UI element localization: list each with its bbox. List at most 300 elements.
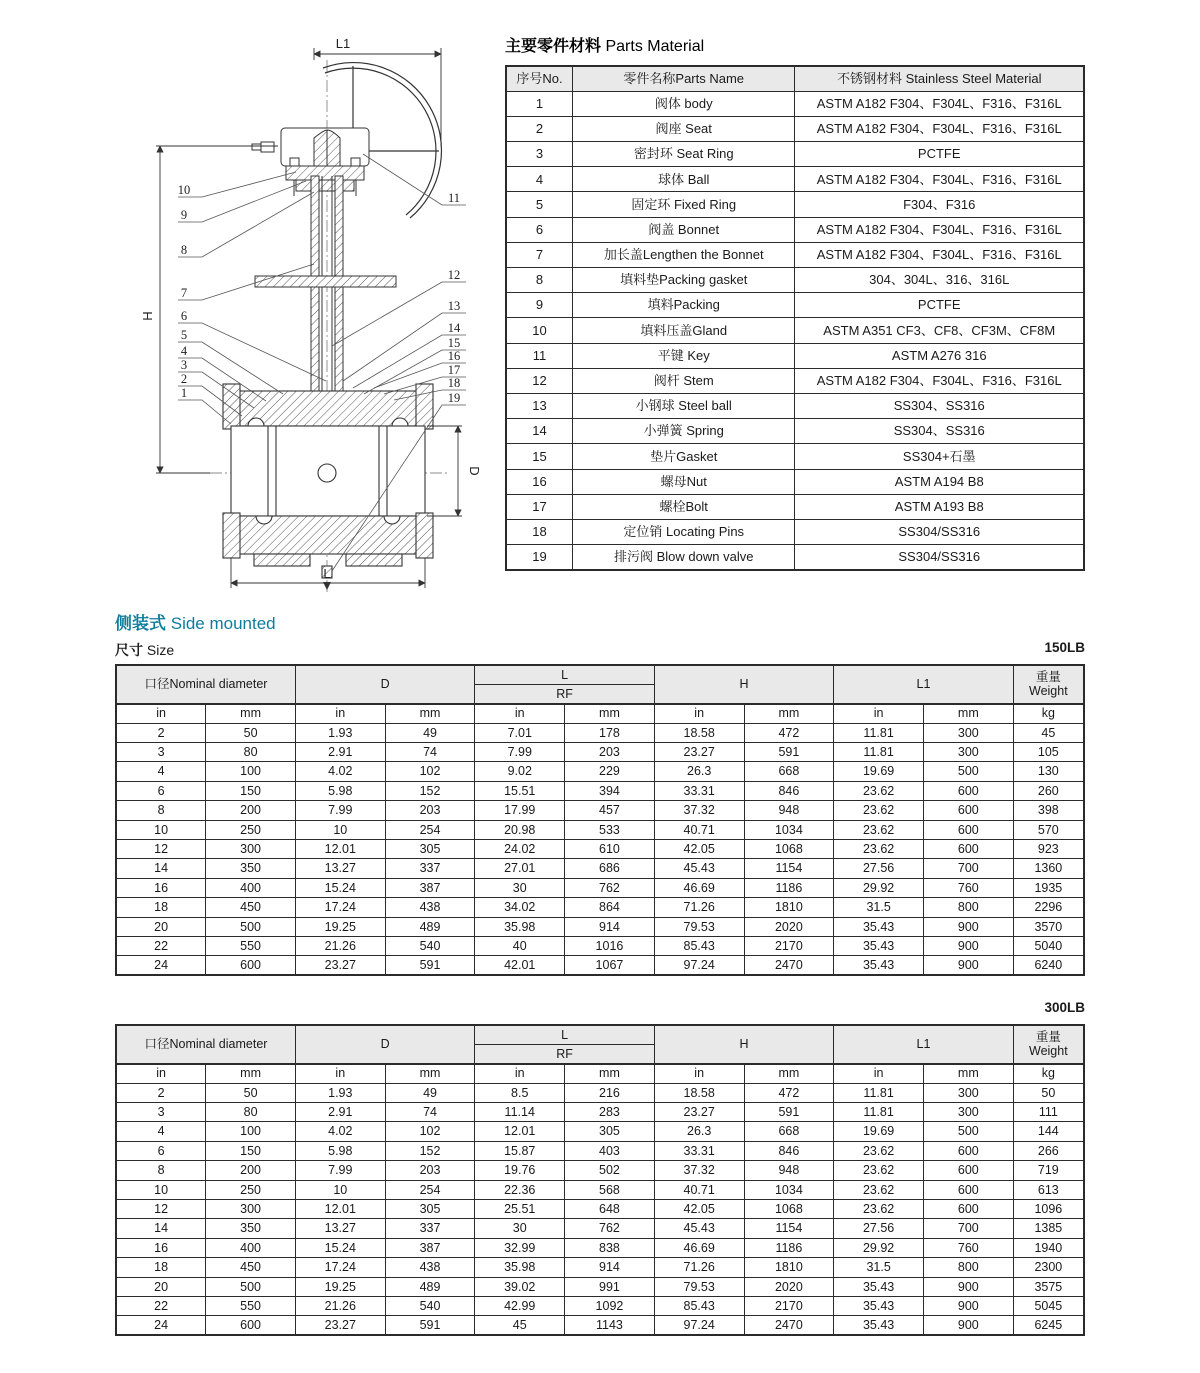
table-row: [116, 1103, 1084, 1122]
table-cell: 85.43: [654, 936, 744, 955]
table-cell: 762: [565, 878, 655, 897]
table-cell: 760: [923, 1238, 1013, 1257]
callout-2: 2: [180, 372, 188, 386]
header-nominal-diameter: 口径Nominal diameter: [116, 665, 295, 704]
table-cell: 591: [385, 1316, 475, 1335]
table-row: [116, 704, 1084, 723]
table-cell: 14: [116, 1219, 206, 1238]
dim-label-h: H: [140, 311, 155, 321]
table-cell: in: [116, 704, 206, 723]
table-cell: 31.5: [834, 898, 924, 917]
table-cell: 991: [565, 1277, 655, 1296]
table-cell: 502: [565, 1161, 655, 1180]
table-cell: 填料垫Packing gasket: [572, 268, 795, 293]
table-row: [116, 1258, 1084, 1277]
table-cell: 6: [116, 1141, 206, 1160]
table-cell: 32.99: [475, 1238, 565, 1257]
callout-15: 15: [447, 336, 461, 350]
callout-7: 7: [180, 286, 188, 300]
table-cell: 10: [116, 1180, 206, 1199]
table-cell: 8: [506, 268, 572, 293]
table-cell: 250: [206, 1180, 296, 1199]
table-cell: 11.81: [834, 723, 924, 742]
table-cell: 2470: [744, 1316, 834, 1335]
table-cell: 387: [385, 1238, 475, 1257]
table-row: [116, 762, 1084, 781]
table-cell: 3: [116, 743, 206, 762]
callout-13: 13: [447, 299, 461, 313]
table-cell: 600: [206, 956, 296, 975]
table-cell: mm: [565, 704, 655, 723]
table-cell: 23.27: [295, 1316, 385, 1335]
table-cell: in: [834, 1064, 924, 1083]
table-cell: 35.43: [834, 936, 924, 955]
callout-18: 18: [447, 376, 461, 390]
table-cell: 1935: [1013, 878, 1084, 897]
table-cell: 16: [116, 878, 206, 897]
table-cell: 900: [923, 936, 1013, 955]
table-cell: 37.32: [654, 801, 744, 820]
table-cell: 49: [385, 1083, 475, 1102]
table-cell: 19.25: [295, 1277, 385, 1296]
table-cell: 79.53: [654, 917, 744, 936]
table-cell: 102: [385, 762, 475, 781]
table-cell: 15.24: [295, 1238, 385, 1257]
table-cell: 500: [923, 762, 1013, 781]
table-cell: 33.31: [654, 1141, 744, 1160]
table-cell: 6245: [1013, 1316, 1084, 1335]
parts-header-name: 零件名称Parts Name: [572, 66, 795, 91]
table-cell: 1186: [744, 878, 834, 897]
parts-material-table: [505, 65, 1085, 571]
table-cell: 700: [923, 859, 1013, 878]
table-row: [506, 444, 1084, 469]
table-cell: in: [116, 1064, 206, 1083]
table-cell: 15: [506, 444, 572, 469]
table-cell: 540: [385, 1296, 475, 1315]
table-row: [116, 1083, 1084, 1102]
table-cell: 900: [923, 1316, 1013, 1335]
table-cell: 42.01: [475, 956, 565, 975]
table-cell: 260: [1013, 781, 1084, 800]
valve-body: [223, 384, 433, 590]
parts-material-title: [505, 33, 1085, 56]
table-cell: 19.25: [295, 917, 385, 936]
table-cell: 4.02: [295, 1122, 385, 1141]
table-cell: 3570: [1013, 917, 1084, 936]
parts-title-zh: 主要零件材料: [505, 38, 602, 55]
table-cell: 1068: [744, 840, 834, 859]
table-cell: 阀座 Seat: [572, 116, 795, 141]
table-cell: 250: [206, 820, 296, 839]
header-h: H: [654, 1025, 833, 1064]
table-cell: 密封环 Seat Ring: [572, 142, 795, 167]
table-row: [506, 142, 1084, 167]
table-cell: 600: [923, 840, 1013, 859]
table-cell: 2.91: [295, 743, 385, 762]
table-cell: 591: [744, 1103, 834, 1122]
table-row: [116, 1064, 1084, 1083]
table-row: [116, 878, 1084, 897]
table-cell: 24: [116, 956, 206, 975]
table-cell: 216: [565, 1083, 655, 1102]
callout-19: 19: [447, 391, 461, 405]
dim-label-l: L: [323, 566, 331, 581]
table-cell: 2: [506, 116, 572, 141]
table-cell: 600: [923, 1200, 1013, 1219]
pressure-class-300lb: 300LB: [1044, 1000, 1085, 1015]
table-cell: 45: [1013, 723, 1084, 742]
table-cell: 4: [506, 167, 572, 192]
table-cell: 1186: [744, 1238, 834, 1257]
table-cell: 10: [295, 1180, 385, 1199]
table-cell: 40.71: [654, 1180, 744, 1199]
table-cell: 900: [923, 917, 1013, 936]
table-cell: 74: [385, 743, 475, 762]
table-cell: 500: [923, 1122, 1013, 1141]
callouts-left: [178, 172, 326, 424]
table-cell: 小弹簧 Spring: [572, 419, 795, 444]
table-cell: 948: [744, 1161, 834, 1180]
table-cell: kg: [1013, 704, 1084, 723]
table-cell: 12.01: [295, 1200, 385, 1219]
table-cell: 337: [385, 1219, 475, 1238]
table-cell: 19.69: [834, 762, 924, 781]
table-cell: 800: [923, 898, 1013, 917]
table-cell: 10: [295, 820, 385, 839]
table-cell: 2300: [1013, 1258, 1084, 1277]
table-cell: 489: [385, 917, 475, 936]
table-cell: 300: [206, 1200, 296, 1219]
table-cell: 13.27: [295, 859, 385, 878]
table-cell: 4: [116, 762, 206, 781]
table-cell: 568: [565, 1180, 655, 1199]
table-cell: 20: [116, 917, 206, 936]
table-cell: 472: [744, 1083, 834, 1102]
table-cell: mm: [923, 704, 1013, 723]
table-cell: 27.56: [834, 1219, 924, 1238]
pressure-class-150lb: 150LB: [1044, 640, 1085, 655]
dim-units-body-300lb: [116, 1064, 1084, 1083]
table-cell: 22: [116, 1296, 206, 1315]
table-cell: 9: [506, 293, 572, 318]
table-cell: 9.02: [475, 762, 565, 781]
header-weight-en: Weight: [1029, 1044, 1068, 1059]
table-cell: 小钢球 Steel ball: [572, 393, 795, 418]
table-cell: 846: [744, 1141, 834, 1160]
table-cell: 300: [923, 1103, 1013, 1122]
table-cell: 71.26: [654, 1258, 744, 1277]
table-cell: 2170: [744, 1296, 834, 1315]
table-cell: 668: [744, 762, 834, 781]
table-cell: 49: [385, 723, 475, 742]
table-cell: 35.43: [834, 956, 924, 975]
table-cell: 7: [506, 242, 572, 267]
table-cell: 19.69: [834, 1122, 924, 1141]
table-cell: 838: [565, 1238, 655, 1257]
table-row: [506, 268, 1084, 293]
table-cell: 12: [116, 1200, 206, 1219]
table-cell: 垫片Gasket: [572, 444, 795, 469]
table-cell: 591: [385, 956, 475, 975]
table-cell: 1154: [744, 1219, 834, 1238]
table-cell: 97.24: [654, 956, 744, 975]
callout-17: 17: [447, 363, 461, 377]
table-cell: 29.92: [834, 1238, 924, 1257]
table-cell: 15.51: [475, 781, 565, 800]
table-cell: 24: [116, 1316, 206, 1335]
table-cell: 填料Packing: [572, 293, 795, 318]
table-cell: 550: [206, 1296, 296, 1315]
table-cell: 500: [206, 917, 296, 936]
table-cell: 1034: [744, 1180, 834, 1199]
table-cell: 74: [385, 1103, 475, 1122]
table-cell: 18: [506, 519, 572, 544]
table-cell: 8.5: [475, 1083, 565, 1102]
table-cell: 300: [923, 723, 1013, 742]
table-cell: 130: [1013, 762, 1084, 781]
table-cell: 489: [385, 1277, 475, 1296]
table-cell: 100: [206, 1122, 296, 1141]
callout-9: 9: [180, 208, 188, 222]
table-cell: 111: [1013, 1103, 1084, 1122]
table-cell: 34.02: [475, 898, 565, 917]
table-cell: in: [654, 1064, 744, 1083]
table-cell: 79.53: [654, 1277, 744, 1296]
table-cell: 900: [923, 956, 1013, 975]
callout-1: 1: [180, 386, 188, 400]
table-cell: mm: [206, 1064, 296, 1083]
table-cell: 35.43: [834, 1296, 924, 1315]
table-row: [116, 936, 1084, 955]
table-row: [506, 343, 1084, 368]
table-cell: SS304、SS316: [795, 393, 1084, 418]
table-row: [116, 820, 1084, 839]
dimension-table-150lb: [115, 664, 1085, 976]
table-cell: 3: [506, 142, 572, 167]
table-cell: 螺母Nut: [572, 469, 795, 494]
table-cell: 2020: [744, 917, 834, 936]
table-cell: 85.43: [654, 1296, 744, 1315]
table-cell: PCTFE: [795, 293, 1084, 318]
table-row: [116, 859, 1084, 878]
table-cell: 300: [923, 1083, 1013, 1102]
table-cell: 8: [116, 801, 206, 820]
table-cell: 7.99: [475, 743, 565, 762]
table-cell: 1034: [744, 820, 834, 839]
parts-header-no: 序号No.: [506, 66, 572, 91]
table-cell: SS304、SS316: [795, 419, 1084, 444]
table-row: [506, 519, 1084, 544]
table-cell: 600: [923, 781, 1013, 800]
table-cell: 12.01: [475, 1122, 565, 1141]
table-cell: 42.99: [475, 1296, 565, 1315]
table-cell: 23.27: [295, 956, 385, 975]
table-cell: 203: [385, 801, 475, 820]
table-cell: ASTM A351 CF3、CF8、CF3M、CF8M: [795, 318, 1084, 343]
table-cell: 1.93: [295, 723, 385, 742]
table-cell: ASTM A182 F304、F304L、F316、F316L: [795, 91, 1084, 116]
table-cell: 19: [506, 545, 572, 570]
table-cell: 3: [116, 1103, 206, 1122]
size-title-en: Size: [146, 642, 175, 658]
table-cell: 33.31: [654, 781, 744, 800]
table-row: [116, 781, 1084, 800]
table-cell: 229: [565, 762, 655, 781]
table-cell: in: [295, 704, 385, 723]
table-cell: 阀盖 Bonnet: [572, 217, 795, 242]
table-row: [506, 91, 1084, 116]
table-cell: 900: [923, 1277, 1013, 1296]
table-cell: 300: [923, 743, 1013, 762]
table-cell: 570: [1013, 820, 1084, 839]
table-cell: 20.98: [475, 820, 565, 839]
table-row: [506, 318, 1084, 343]
table-cell: 18.58: [654, 1083, 744, 1102]
table-cell: 600: [923, 820, 1013, 839]
table-cell: 螺栓Bolt: [572, 494, 795, 519]
table-cell: 600: [206, 1316, 296, 1335]
table-cell: 1154: [744, 859, 834, 878]
table-cell: 50: [206, 1083, 296, 1102]
table-cell: 97.24: [654, 1316, 744, 1335]
table-row: [116, 1219, 1084, 1238]
table-cell: 3575: [1013, 1277, 1084, 1296]
table-row: [116, 743, 1084, 762]
table-cell: 266: [1013, 1141, 1084, 1160]
table-cell: 472: [744, 723, 834, 742]
table-cell: 23.62: [834, 1141, 924, 1160]
header-nominal-diameter: 口径Nominal diameter: [116, 1025, 295, 1064]
table-cell: 29.92: [834, 878, 924, 897]
table-cell: 11.81: [834, 1103, 924, 1122]
table-cell: 719: [1013, 1161, 1084, 1180]
table-cell: 25.51: [475, 1200, 565, 1219]
table-cell: 846: [744, 781, 834, 800]
table-cell: 152: [385, 1141, 475, 1160]
table-cell: 45.43: [654, 859, 744, 878]
table-cell: 6240: [1013, 956, 1084, 975]
table-row: [116, 1316, 1084, 1335]
table-cell: 1096: [1013, 1200, 1084, 1219]
table-row: [116, 723, 1084, 742]
table-cell: 40.71: [654, 820, 744, 839]
table-cell: 填料压盖Gland: [572, 318, 795, 343]
table-cell: 13: [506, 393, 572, 418]
table-cell: in: [834, 704, 924, 723]
dim-data-body-150lb: [116, 723, 1084, 975]
table-cell: F304、F316: [795, 192, 1084, 217]
header-weight-en: Weight: [1029, 684, 1068, 699]
table-cell: 35.43: [834, 1316, 924, 1335]
table-cell: ASTM A182 F304、F304L、F316、F316L: [795, 116, 1084, 141]
table-cell: 23.62: [834, 1180, 924, 1199]
table-cell: 50: [206, 723, 296, 742]
parts-header-material: 不锈钢材料 Stainless Steel Material: [795, 66, 1084, 91]
table-cell: 2: [116, 1083, 206, 1102]
table-cell: 178: [565, 723, 655, 742]
table-cell: PCTFE: [795, 142, 1084, 167]
table-cell: 16: [506, 469, 572, 494]
table-cell: 450: [206, 1258, 296, 1277]
parts-material-section: [505, 33, 1085, 571]
callout-12: 12: [447, 268, 461, 282]
table-cell: SS304+石墨: [795, 444, 1084, 469]
table-cell: 610: [565, 840, 655, 859]
header-l1: L1: [834, 1025, 1013, 1064]
table-cell: 152: [385, 781, 475, 800]
table-cell: 5045: [1013, 1296, 1084, 1315]
table-cell: in: [654, 704, 744, 723]
side-mounted-zh: 侧装式: [115, 614, 166, 633]
table-cell: 914: [565, 917, 655, 936]
table-cell: 21.26: [295, 1296, 385, 1315]
table-cell: ASTM A182 F304、F304L、F316、F316L: [795, 242, 1084, 267]
table-cell: 600: [923, 1161, 1013, 1180]
table-row: [506, 469, 1084, 494]
table-cell: 1810: [744, 1258, 834, 1277]
table-cell: 403: [565, 1141, 655, 1160]
callout-16: 16: [447, 349, 461, 363]
table-cell: 23.62: [834, 840, 924, 859]
table-row: [116, 1277, 1084, 1296]
table-cell: 700: [923, 1219, 1013, 1238]
table-cell: 26.3: [654, 762, 744, 781]
table-cell: 2470: [744, 956, 834, 975]
header-d: D: [295, 665, 474, 704]
header-weight: [1013, 665, 1084, 704]
table-cell: 400: [206, 878, 296, 897]
table-cell: 1385: [1013, 1219, 1084, 1238]
table-cell: 20: [116, 1277, 206, 1296]
table-cell: in: [295, 1064, 385, 1083]
dim-label-d: D: [467, 466, 482, 476]
parts-table-body: [506, 91, 1084, 570]
table-cell: 40: [475, 936, 565, 955]
table-cell: SS304/SS316: [795, 519, 1084, 544]
table-cell: 11: [506, 343, 572, 368]
table-cell: 23.62: [834, 1200, 924, 1219]
table-cell: 200: [206, 801, 296, 820]
table-cell: 305: [385, 840, 475, 859]
table-cell: 533: [565, 820, 655, 839]
table-cell: ASTM A193 B8: [795, 494, 1084, 519]
table-cell: 阀体 body: [572, 91, 795, 116]
table-cell: mm: [744, 1064, 834, 1083]
table-row: [116, 1122, 1084, 1141]
table-cell: 550: [206, 936, 296, 955]
table-cell: 300: [206, 840, 296, 859]
table-cell: 35.98: [475, 1258, 565, 1277]
table-cell: 4.02: [295, 762, 385, 781]
table-cell: 686: [565, 859, 655, 878]
dim-header-row: [116, 1025, 1084, 1044]
callout-8: 8: [180, 243, 188, 257]
dim-label-l1: L1: [335, 36, 351, 51]
table-cell: 23.27: [654, 743, 744, 762]
table-row: [116, 1296, 1084, 1315]
table-cell: 438: [385, 898, 475, 917]
table-row: [506, 192, 1084, 217]
table-cell: 7.99: [295, 1161, 385, 1180]
side-mounted-en: Side mounted: [170, 614, 276, 633]
table-cell: 35.43: [834, 917, 924, 936]
table-cell: 加长盖Lengthen the Bonnet: [572, 242, 795, 267]
pressure-class-300lb-bar: [115, 1000, 1085, 1018]
table-row: [116, 1161, 1084, 1180]
table-cell: 30: [475, 1219, 565, 1238]
table-cell: 2: [116, 723, 206, 742]
